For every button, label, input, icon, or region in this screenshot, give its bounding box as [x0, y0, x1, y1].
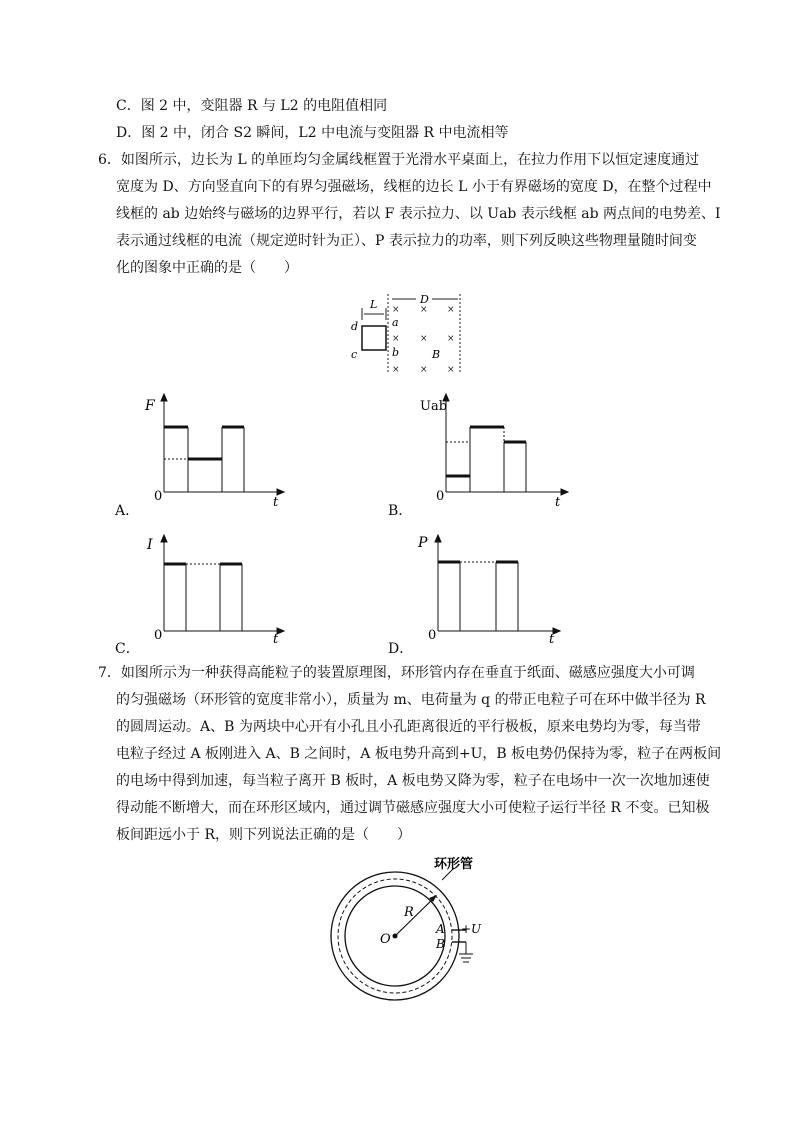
graph-c-option: C．	[115, 641, 140, 657]
graph-c-ylabel: I	[147, 537, 153, 553]
graph-a-ylabel: F	[145, 398, 155, 414]
graph-b-voltage	[416, 392, 576, 510]
q6-stem-line2: 宽度为 D、方向竖直向下的有界匀强磁场，线框的边长 L 小于有界磁场的宽度 D，在整个过程中	[116, 179, 712, 195]
label-L: L	[370, 298, 378, 311]
center-label: O	[380, 932, 391, 947]
q7-stem-line1: 7．如图所示为一种获得高能粒子的装置原理图，环形管内存在垂直于纸面、磁感应强度大小可调	[98, 665, 695, 681]
graph-b-origin: 0	[436, 489, 445, 504]
label-c: c	[351, 348, 358, 361]
radius-label: R	[404, 905, 414, 920]
q7-stem-line4: 电粒子经过 A 板刚进入 A、B 之间时，A 板电势升高到+U，B 板电势仍保持为零，粒子在两板间	[116, 746, 722, 762]
ring-tube-label: 环形管	[434, 857, 474, 872]
label-b: b	[392, 346, 400, 359]
q5-option-d: D．图 2 中，闭合 S2 瞬间，L2 中电流与变阻器 R 中电流相等	[116, 125, 509, 141]
q6-stem-line4: 表示通过线框的电流（规定逆时针为正）、P 表示拉力的功率，则下列反映这些物理量随时间变	[116, 233, 697, 249]
graph-d-xlabel: t	[549, 632, 555, 647]
q7-stem-line5: 的电场中得到加速，每当粒子离开 B 板时，A 板电势又降为零，粒子在电场中一次一次地加速使	[116, 773, 710, 789]
q7-ring-figure	[320, 850, 490, 1015]
graph-b-option: B．	[388, 503, 413, 519]
graph-a-option: A．	[115, 503, 140, 519]
graph-a-xlabel: t	[273, 495, 279, 510]
q6-field-figure	[340, 290, 470, 380]
field-cross: ×	[392, 365, 400, 375]
graph-d-origin: 0	[428, 628, 437, 643]
label-B: B	[432, 348, 441, 361]
label-a: a	[392, 316, 399, 329]
q6-stem-line1: 6．如图所示，边长为 L 的单匝均匀金属线框置于光滑水平桌面上，在拉力作用下以恒定速度通过	[98, 152, 700, 168]
field-cross: ×	[392, 305, 400, 315]
voltage-label: +U	[461, 922, 482, 936]
q7-stem-line2: 的匀强磁场（环形管的宽度非常小），质量为 m、电荷量为 q 的带正电粒子可在环中做半径为 R	[116, 692, 706, 708]
graph-d-option: D．	[388, 641, 414, 657]
plate-b-label: B	[436, 937, 445, 951]
graph-a-force	[140, 392, 290, 510]
graph-b-xlabel: t	[555, 495, 561, 510]
graph-a-origin: 0	[154, 489, 163, 504]
field-cross: ×	[392, 334, 400, 344]
q6-stem-line3: 线框的 ab 边始终与磁场的边界平行，若以 F 表示拉力、以 Uab 表示线框 ab 两点间的电势差、I	[116, 206, 721, 222]
field-cross: ×	[420, 365, 428, 375]
field-cross: ×	[447, 305, 455, 315]
graph-d-ylabel: P	[418, 535, 428, 551]
graph-b-ylabel: Uab	[420, 399, 448, 414]
label-D: D	[420, 293, 429, 306]
graph-d-power	[412, 533, 572, 647]
field-cross: ×	[420, 305, 428, 315]
q6-stem-line5: 化的图象中正确的是（ ）	[116, 260, 298, 276]
graph-c-xlabel: t	[273, 632, 279, 647]
field-cross: ×	[447, 334, 455, 344]
q7-stem-line7: 板间距远小于 R，则下列说法正确的是（ ）	[116, 827, 411, 843]
q5-option-c: C．图 2 中，变阻器 R 与 L2 的电阻值相同	[116, 98, 388, 114]
plate-a-label: A	[436, 922, 445, 936]
graph-c-current	[140, 533, 290, 647]
graph-c-origin: 0	[154, 628, 163, 643]
field-cross: ×	[420, 334, 428, 344]
label-d: d	[351, 320, 359, 333]
q7-stem-line6: 得动能不断增大，而在环形区域内，通过调节磁感应强度大小可使粒子运行半径 R 不变。已知极	[116, 800, 710, 816]
q7-stem-line3: 的圆周运动。A、B 为两块中心开有小孔且小孔距离很近的平行极板，原来电势均为零，每当带	[116, 719, 701, 735]
field-cross: ×	[447, 365, 455, 375]
